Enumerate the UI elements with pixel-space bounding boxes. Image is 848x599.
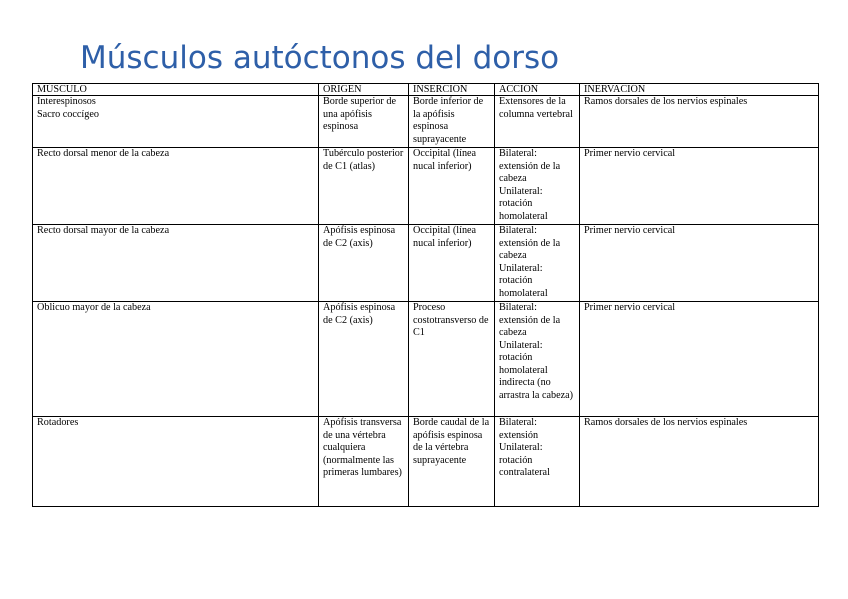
muscles-table xyxy=(32,83,819,507)
cell-accion: Bilateral: extensión de la cabeza Unilateral: rotación homolateral indirecta (no arrastra la cabeza) xyxy=(495,302,580,417)
cell-inervacion: Ramos dorsales de los nervios espinales xyxy=(580,96,819,148)
cell-insercion: Proceso costotransverso de C1 xyxy=(409,302,495,417)
page-title: Músculos autóctonos del dorso xyxy=(80,40,560,76)
header-musculo: MÚSCULO xyxy=(33,84,319,96)
cell-accion: Bilateral: extensión de la cabeza Unilateral: rotación homolateral xyxy=(495,225,580,302)
cell-inervacion: Primer nervio cervical xyxy=(580,148,819,225)
cell-musculo: Rotadores xyxy=(33,417,319,507)
cell-origen: Apófisis espinosa de C2 (axis) xyxy=(319,225,409,302)
table-header-row xyxy=(33,84,819,96)
cell-origen: Apófisis transversa de una vértebra cualquiera (normalmente las primeras lumbares) xyxy=(319,417,409,507)
table-row xyxy=(33,225,819,302)
table-row xyxy=(33,417,819,507)
cell-insercion: Occipital (línea nucal inferior) xyxy=(409,148,495,225)
cell-insercion: Occipital (línea nucal inferior) xyxy=(409,225,495,302)
header-accion: ACCIÓN xyxy=(495,84,580,96)
cell-accion: Bilateral: extensión de la cabeza Unilateral: rotación homolateral xyxy=(495,148,580,225)
cell-accion: Bilateral: extensión Unilateral: rotación contralateral xyxy=(495,417,580,507)
header-origen: ORIGEN xyxy=(319,84,409,96)
cell-insercion: Borde inferior de la apófisis espinosa suprayacente xyxy=(409,96,495,148)
cell-origen: Tubérculo posterior de C1 (atlas) xyxy=(319,148,409,225)
cell-musculo: Recto dorsal mayor de la cabeza xyxy=(33,225,319,302)
header-inervacion: INERVACIÓN xyxy=(580,84,819,96)
cell-insercion: Borde caudal de la apófisis espinosa de la vértebra suprayacente xyxy=(409,417,495,507)
table-row xyxy=(33,302,819,417)
cell-accion: Extensores de la columna vertebral xyxy=(495,96,580,148)
header-insercion: INSERCIÓN xyxy=(409,84,495,96)
cell-inervacion: Ramos dorsales de los nervios espinales xyxy=(580,417,819,507)
cell-inervacion: Primer nervio cervical xyxy=(580,302,819,417)
cell-origen: Borde superior de una apófisis espinosa xyxy=(319,96,409,148)
cell-origen: Apófisis espinosa de C2 (axis) xyxy=(319,302,409,417)
table-row xyxy=(33,96,819,148)
cell-musculo: Oblicuo mayor de la cabeza xyxy=(33,302,319,417)
cell-musculo: Interespinosos Sacro coccígeo xyxy=(33,96,319,148)
cell-musculo: Recto dorsal menor de la cabeza xyxy=(33,148,319,225)
cell-inervacion: Primer nervio cervical xyxy=(580,225,819,302)
table-row xyxy=(33,148,819,225)
